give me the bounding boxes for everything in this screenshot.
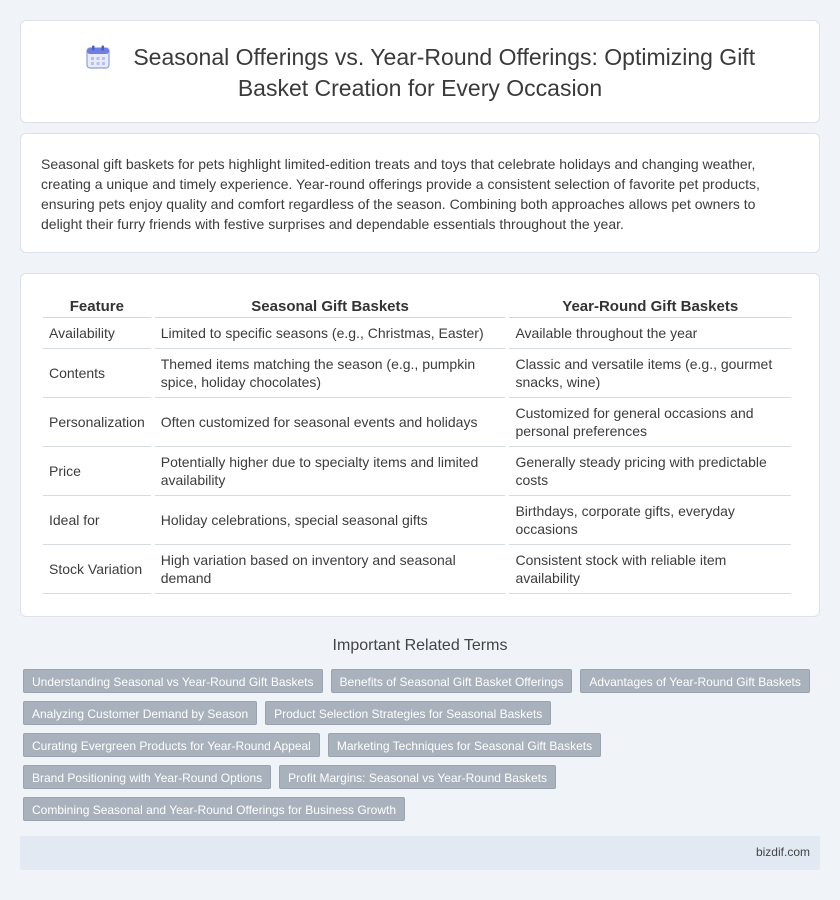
header-year-round: Year-Round Gift Baskets [509,296,791,318]
feature-cell: Ideal for [43,496,151,545]
related-term-tag[interactable]: Analyzing Customer Demand by Season [23,701,257,725]
table-header-row [43,296,791,318]
related-term-tag[interactable]: Benefits of Seasonal Gift Basket Offerings [331,669,573,693]
intro-paragraph: Seasonal gift baskets for pets highlight limited-edition treats and toys that celebrate holidays and changing weather, creating a unique and timely experience. Year-round offerings provide a consistent selection of favorite pet products, ensuring pets enjoy quality and comfort regardless of the season. Combining both approaches allows pet owners to delight their furry friends with festive surprises and dependable essentials throughout the year. [41,156,760,232]
feature-cell: Personalization [43,398,151,447]
table-row [43,349,791,398]
year-round-cell: Customized for general occasions and personal preferences [509,398,791,447]
calendar-icon [85,44,111,70]
comparison-table [39,296,795,594]
header-feature: Feature [43,296,151,318]
related-term-tag[interactable]: Marketing Techniques for Seasonal Gift Baskets [328,733,601,757]
footer-bar [20,836,820,870]
seasonal-cell: Themed items matching the season (e.g., pumpkin spice, holiday chocolates) [155,349,506,398]
title-card [20,20,820,123]
table-row [43,398,791,447]
seasonal-cell: Potentially higher due to specialty items and limited availability [155,447,506,496]
intro-card [20,133,820,253]
related-term-tag[interactable]: Product Selection Strategies for Seasonal Baskets [265,701,551,725]
year-round-cell: Birthdays, corporate gifts, everyday occasions [509,496,791,545]
related-term-tag[interactable]: Curating Evergreen Products for Year-Round Appeal [23,733,320,757]
seasonal-cell: Limited to specific seasons (e.g., Christmas, Easter) [155,318,506,349]
seasonal-cell: Often customized for seasonal events and holidays [155,398,506,447]
feature-cell: Contents [43,349,151,398]
page-title: Seasonal Offerings vs. Year-Round Offerings: Optimizing Gift Basket Creation for Every Occasion [133,44,756,101]
year-round-cell: Generally steady pricing with predictable costs [509,447,791,496]
feature-cell: Availability [43,318,151,349]
seasonal-cell: High variation based on inventory and seasonal demand [155,545,506,594]
table-row [43,318,791,349]
related-term-tag[interactable]: Brand Positioning with Year-Round Options [23,765,271,789]
comparison-table-card [20,273,820,617]
table-row [43,496,791,545]
related-term-tag[interactable]: Profit Margins: Seasonal vs Year-Round Baskets [279,765,556,789]
seasonal-cell: Holiday celebrations, special seasonal gifts [155,496,506,545]
related-term-tag[interactable]: Advantages of Year-Round Gift Baskets [580,669,809,693]
related-terms-list [23,669,823,829]
table-row [43,545,791,594]
year-round-cell: Consistent stock with reliable item availability [509,545,791,594]
table-row [43,447,791,496]
year-round-cell: Classic and versatile items (e.g., gourmet snacks, wine) [509,349,791,398]
related-terms-heading: Important Related Terms [332,637,508,654]
header-seasonal: Seasonal Gift Baskets [155,296,506,318]
related-term-tag[interactable]: Understanding Seasonal vs Year-Round Gift Baskets [23,669,323,693]
feature-cell: Price [43,447,151,496]
year-round-cell: Available throughout the year [509,318,791,349]
feature-cell: Stock Variation [43,545,151,594]
site-credit[interactable]: bizdif.com [755,845,810,859]
related-term-tag[interactable]: Combining Seasonal and Year-Round Offerings for Business Growth [23,797,405,821]
